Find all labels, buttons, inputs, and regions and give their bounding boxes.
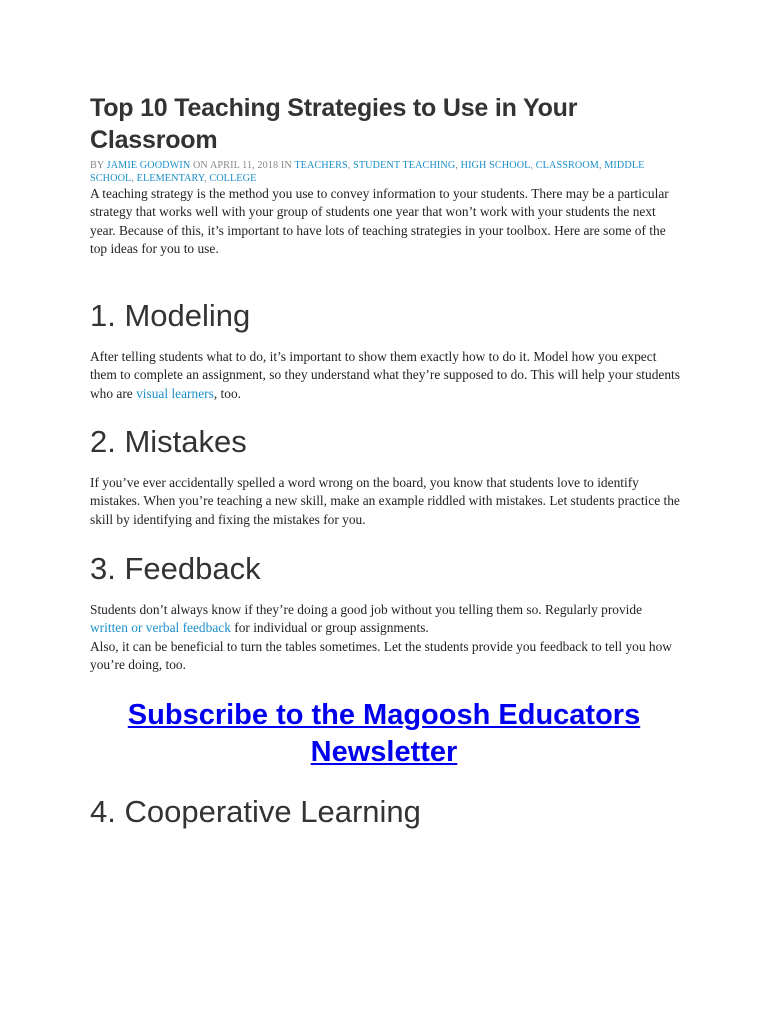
meta-in-label: IN (280, 160, 292, 171)
paragraph-text: After telling students what to do, it’s important to show them exactly how to do it. Model how you expect them to complete an assignment, so they understand what they’re supposed to do. This will help your students who are (90, 349, 680, 401)
section-heading: 3. Feedback (90, 551, 261, 586)
paragraph-text: Students don’t always know if they’re doing a good job without you telling them so. Regularly provide (90, 602, 643, 617)
feedback-link[interactable]: written or verbal feedback (90, 620, 231, 636)
meta-by-label: BY (90, 160, 104, 171)
subscribe-newsletter-link[interactable] (0, 697, 768, 771)
category-link-high-school[interactable]: HIGH SCHOOL (460, 160, 531, 171)
category-link-student-teaching[interactable]: STUDENT TEACHING (353, 160, 456, 171)
category-link-college[interactable]: COLLEGE (209, 173, 257, 184)
section-mistakes (90, 424, 680, 529)
section-paragraph: If you’ve ever accidentally spelled a word wrong on the board, you know that students love to identify mistakes. When you’re teaching a new skill, make an example riddled with mistakes. Let students practice the skill by identifying and fixing the mistakes for you. (90, 475, 680, 527)
visual-learners-link[interactable]: visual learners (136, 385, 214, 401)
section-paragraph (90, 601, 680, 638)
author-link[interactable]: JAMIE GOODWIN (106, 160, 191, 171)
section-feedback (90, 551, 680, 674)
section-paragraph-2: Also, it can be beneficial to turn the tables sometimes. Let the students provide you feedback to tell you how you’re doing, too. (90, 638, 672, 672)
subscribe-line-2: Newsletter (310, 736, 458, 768)
category-link-classroom[interactable]: CLASSROOM (535, 160, 599, 171)
category-link-elementary[interactable]: ELEMENTARY (136, 173, 205, 184)
article-title: Top 10 Teaching Strategies to Use in Your Classroom (90, 94, 578, 154)
category-link-teachers[interactable]: TEACHERS (294, 160, 348, 171)
section-heading: 2. Mistakes (90, 424, 247, 459)
article-meta: BY JAMIE GOODWIN ON APRIL 11, 2018 IN TEACHERS, STUDENT TEACHING, HIGH SCHOOL, CLASSROOM, MIDDLE SCHOOL, ELEMENTARY, COLLEGE (90, 160, 645, 184)
intro-paragraph: A teaching strategy is the method you use to convey information to your students. There may be a particular strategy that works well with your group of students one year that won’t work with your students the next year. Because of this, it’s important to have lots of teaching strategies in your toolbox. Here are some of the top ideas for you to use. (90, 186, 669, 256)
paragraph-text-end: for individual or group assignments. (230, 620, 429, 636)
article (90, 92, 680, 258)
subscribe-line-1: Subscribe to the Magoosh Educators (127, 699, 641, 731)
meta-on-label: ON (192, 160, 208, 171)
section-heading: 4. Cooperative Learning (90, 794, 421, 829)
paragraph-text-end: , too. (213, 385, 241, 401)
section-heading: 1. Modeling (90, 298, 251, 333)
category-link-middle-school[interactable]: MIDDLE SCHOOL (90, 160, 645, 184)
meta-date: APRIL 11, 2018 (209, 160, 279, 171)
section-modeling (90, 298, 680, 403)
section-paragraph (90, 348, 680, 403)
section-cooperative-learning (90, 794, 680, 830)
